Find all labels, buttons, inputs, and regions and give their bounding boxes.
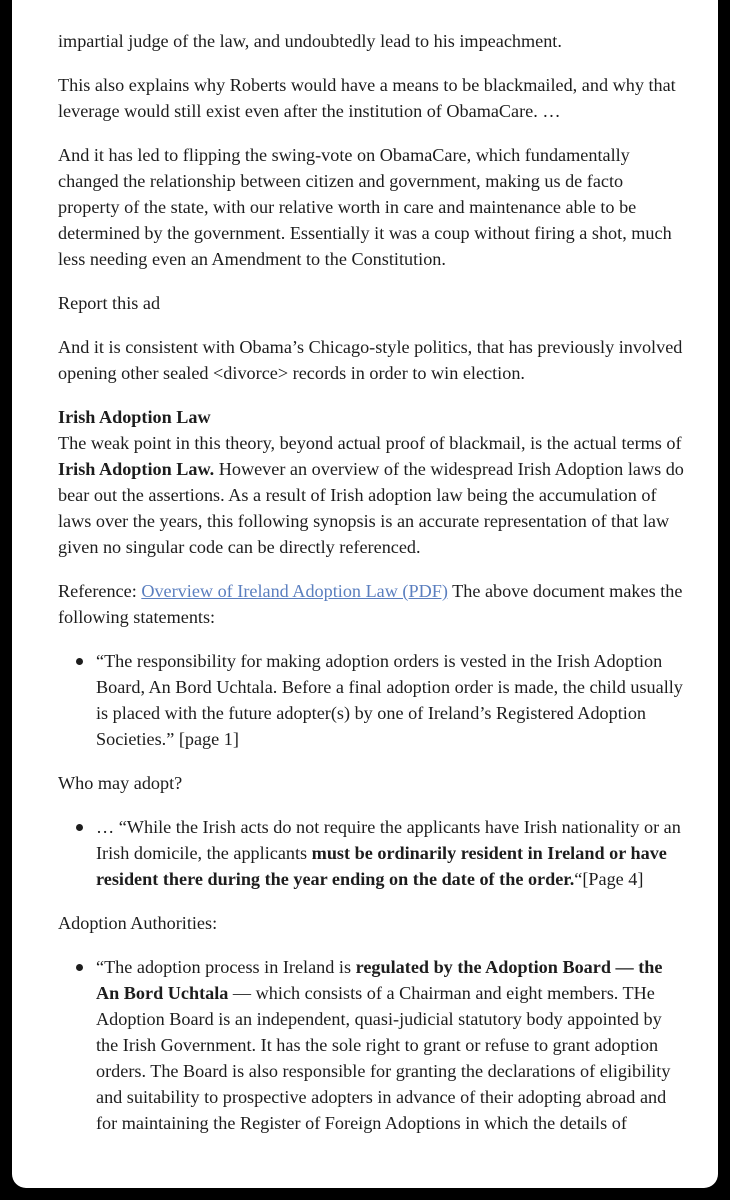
paragraph-chicago-politics: And it is consistent with Obama’s Chicago-style politics, that has previously involved opening other sealed <divorce> records in order to win election. xyxy=(58,337,683,383)
bullet-icon xyxy=(76,824,83,831)
list-item xyxy=(96,814,688,892)
bullet-icon xyxy=(76,658,83,665)
section-heading: Irish Adoption Law xyxy=(58,407,211,427)
bullet-list-responsibility xyxy=(58,648,688,752)
reference-prefix: Reference: xyxy=(58,581,142,601)
bullet-bold: must be ordinarily resident in Ireland or have resident there during the year ending on the date of the order. xyxy=(96,843,667,889)
report-ad-link[interactable]: Report this ad xyxy=(58,293,161,313)
bullet-text: “The responsibility for making adoption orders is vested in the Irish Adoption Board, An Bord Uchtala. Before a final adoption order is made, the child usually is placed with the future adopter(s) by one of Ireland’s Registered Adoption Societies.” [page 1] xyxy=(96,651,683,749)
paragraph-swing-vote: And it has led to flipping the swing-vote on ObamaCare, which fundamentally changed the relationship between citizen and government, making us de facto property of the state, with our relative worth in care and maintenance able to be determined by the government. Essentially it was a coup without firing a shot, much less needing even an Amendment to the Constitution. xyxy=(58,145,672,269)
bullet-bold: regulated by the Adoption Board — the An Bord Uchtala xyxy=(96,957,663,1003)
list-item xyxy=(96,954,688,1136)
article-body xyxy=(58,28,688,1154)
reference-paragraph xyxy=(58,578,688,630)
list-item xyxy=(96,648,688,752)
bullet-list-authorities xyxy=(58,954,688,1136)
adoption-authorities-label: Adoption Authorities: xyxy=(58,913,218,933)
bullet-text-b: — which consists of a Chairman and eight members. THe Adoption Board is an independent, quasi-judicial statutory body appointed by the Irish Government. It has the sole right to grant or refuse to grant adoption orders. The Board is also responsible for granting the declarations of eligibility and suitability to prospective adopters in advance of their adopting abroad and for maintaining the Register of Foreign Adoptions in which the details of xyxy=(96,983,671,1133)
intro-text-b: However an overview of the widespread Irish Adoption laws do bear out the assertions. As a result of Irish adoption law being the accumulation of laws over the years, this following synopsis is an accurate representation of that law given no singular code can be directly referenced. xyxy=(58,459,684,557)
paragraph-adoption-intro xyxy=(58,430,688,560)
bullet-list-residency xyxy=(58,814,688,892)
bullet-text-a: … “While the Irish acts do not require the applicants have Irish nationality or an Irish domicile, the applicants xyxy=(96,817,681,863)
intro-text-a: The weak point in this theory, beyond actual proof of blackmail, is the actual terms of xyxy=(58,433,682,453)
reference-pdf-link[interactable]: Overview of Ireland Adoption Law (PDF) xyxy=(141,581,448,601)
document-page xyxy=(12,0,718,1188)
intro-bold: Irish Adoption Law. xyxy=(58,459,215,479)
who-may-adopt-label: Who may adopt? xyxy=(58,773,183,793)
paragraph-blackmail: This also explains why Roberts would have a means to be blackmailed, and why that leverage would still exist even after the institution of ObamaCare. … xyxy=(58,75,676,121)
bullet-text-a: “The adoption process in Ireland is xyxy=(96,957,356,977)
bullet-icon xyxy=(76,964,83,971)
reference-suffix: The above document makes the following statements: xyxy=(58,581,683,627)
bullet-text-b: “[Page 4] xyxy=(574,869,644,889)
paragraph-impeachment: impartial judge of the law, and undoubtedly lead to his impeachment. xyxy=(58,31,562,51)
